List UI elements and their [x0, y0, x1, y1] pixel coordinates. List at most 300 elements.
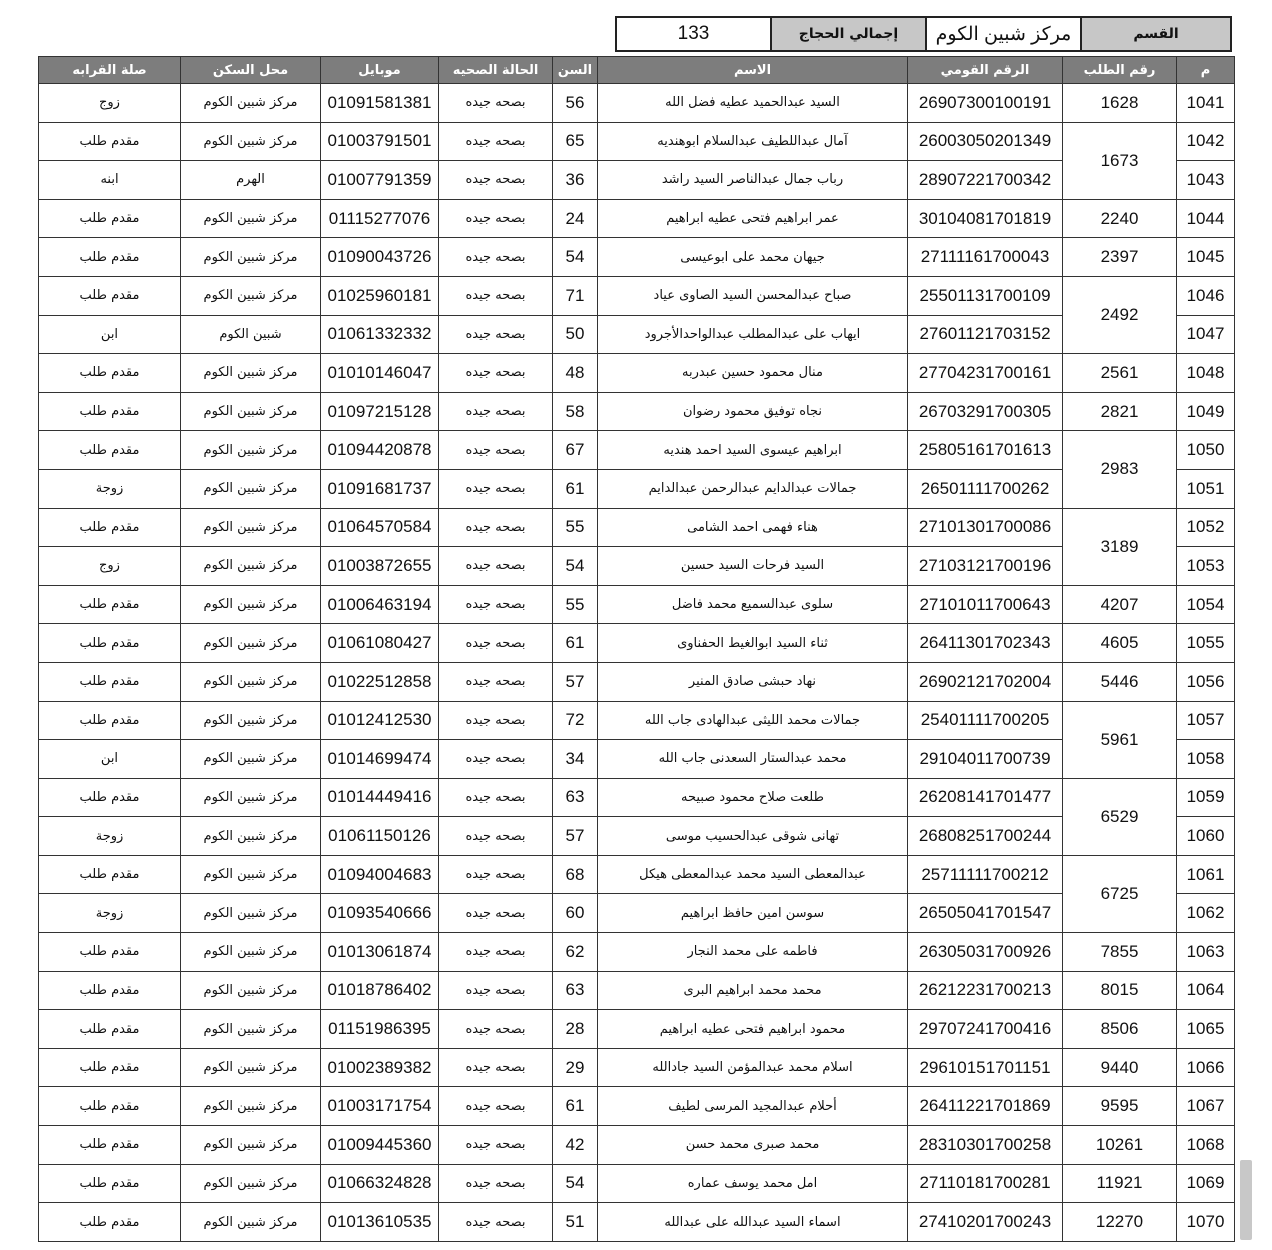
table-row [39, 1126, 1235, 1165]
serial-cell: 1070 [1177, 1203, 1235, 1242]
table-row [39, 238, 1235, 277]
age-cell: 42 [553, 1126, 598, 1165]
health-status-cell: بصحه جيده [439, 933, 553, 972]
serial-cell: 1056 [1177, 662, 1235, 701]
national-id-cell: 26212231700213 [908, 971, 1063, 1010]
relation-cell: ابنه [39, 161, 181, 200]
request-no-cell: 5961 [1063, 701, 1177, 778]
residence-cell: مركز شبين الكوم [181, 392, 321, 431]
table-row [39, 624, 1235, 663]
relation-cell: مقدم طلب [39, 971, 181, 1010]
residence-cell: مركز شبين الكوم [181, 894, 321, 933]
residence-cell: مركز شبين الكوم [181, 971, 321, 1010]
table-row [39, 585, 1235, 624]
relation-cell: مقدم طلب [39, 354, 181, 393]
name-cell: السيد عبدالحميد عطيه فضل الله [598, 84, 908, 123]
table-row [39, 933, 1235, 972]
relation-cell: مقدم طلب [39, 662, 181, 701]
residence-cell: مركز شبين الكوم [181, 199, 321, 238]
national-id-cell: 26411221701869 [908, 1087, 1063, 1126]
health-status-cell: بصحه جيده [439, 508, 553, 547]
relation-cell: مقدم طلب [39, 199, 181, 238]
serial-cell: 1065 [1177, 1010, 1235, 1049]
relation-cell: زوج [39, 84, 181, 123]
request-no-cell: 2821 [1063, 392, 1177, 431]
table-row [39, 431, 1235, 470]
age-cell: 54 [553, 547, 598, 586]
request-no-cell: 12270 [1063, 1203, 1177, 1242]
table-body [39, 84, 1235, 1242]
national-id-cell: 26907300100191 [908, 84, 1063, 123]
request-no-cell: 4207 [1063, 585, 1177, 624]
residence-cell: مركز شبين الكوم [181, 122, 321, 161]
name-cell: جيهان محمد على ابوعيسى [598, 238, 908, 277]
national-id-cell: 27601121703152 [908, 315, 1063, 354]
mobile-cell: 01014449416 [321, 778, 439, 817]
health-status-cell: بصحه جيده [439, 1048, 553, 1087]
residence-cell: مركز شبين الكوم [181, 276, 321, 315]
request-no-cell: 11921 [1063, 1164, 1177, 1203]
health-status-cell: بصحه جيده [439, 199, 553, 238]
name-cell: سلوى عبدالسميع محمد فاضل [598, 585, 908, 624]
health-status-cell: بصحه جيده [439, 1087, 553, 1126]
relation-cell: ابن [39, 740, 181, 779]
name-cell: جمالات محمد الليثى عبدالهادى جاب الله [598, 701, 908, 740]
mobile-cell: 01094420878 [321, 431, 439, 470]
national-id-cell: 25805161701613 [908, 431, 1063, 470]
name-cell: هناء فهمى احمد الشامى [598, 508, 908, 547]
table-row [39, 1010, 1235, 1049]
request-no-cell: 6529 [1063, 778, 1177, 855]
table-row [39, 122, 1235, 161]
relation-cell: مقدم طلب [39, 585, 181, 624]
table-row [39, 1203, 1235, 1242]
age-cell: 65 [553, 122, 598, 161]
mobile-cell: 01007791359 [321, 161, 439, 200]
serial-cell: 1048 [1177, 354, 1235, 393]
name-cell: جمالات عبدالدايم عبدالرحمن عبدالدايم [598, 469, 908, 508]
request-no-cell: 3189 [1063, 508, 1177, 585]
serial-cell: 1046 [1177, 276, 1235, 315]
age-cell: 24 [553, 199, 598, 238]
health-status-cell: بصحه جيده [439, 585, 553, 624]
table-row [39, 354, 1235, 393]
health-status-cell: بصحه جيده [439, 392, 553, 431]
national-id-cell: 26411301702343 [908, 624, 1063, 663]
residence-cell: مركز شبين الكوم [181, 469, 321, 508]
national-id-cell: 26902121702004 [908, 662, 1063, 701]
residence-cell: مركز شبين الكوم [181, 508, 321, 547]
residence-cell: مركز شبين الكوم [181, 547, 321, 586]
national-id-cell: 27410201700243 [908, 1203, 1063, 1242]
mobile-cell: 01003171754 [321, 1087, 439, 1126]
col-header-health: الحالة الصحيه [439, 57, 553, 84]
request-no-cell: 10261 [1063, 1126, 1177, 1165]
residence-cell: مركز شبين الكوم [181, 354, 321, 393]
col-header-national-id: الرقم القومي [908, 57, 1063, 84]
residence-cell: مركز شبين الكوم [181, 585, 321, 624]
residence-cell: مركز شبين الكوم [181, 1164, 321, 1203]
serial-cell: 1043 [1177, 161, 1235, 200]
mobile-cell: 01093540666 [321, 894, 439, 933]
request-no-cell: 1628 [1063, 84, 1177, 123]
request-no-cell: 1673 [1063, 122, 1177, 199]
scrollbar-thumb[interactable] [1240, 1160, 1252, 1240]
relation-cell: مقدم طلب [39, 508, 181, 547]
relation-cell: مقدم طلب [39, 933, 181, 972]
age-cell: 68 [553, 855, 598, 894]
health-status-cell: بصحه جيده [439, 1126, 553, 1165]
mobile-cell: 01006463194 [321, 585, 439, 624]
residence-cell: مركز شبين الكوم [181, 662, 321, 701]
mobile-cell: 01013061874 [321, 933, 439, 972]
health-status-cell: بصحه جيده [439, 894, 553, 933]
residence-cell: مركز شبين الكوم [181, 84, 321, 123]
mobile-cell: 01151986395 [321, 1010, 439, 1049]
age-cell: 61 [553, 469, 598, 508]
serial-cell: 1063 [1177, 933, 1235, 972]
health-status-cell: بصحه جيده [439, 740, 553, 779]
table-row [39, 469, 1235, 508]
table-row [39, 161, 1235, 200]
relation-cell: مقدم طلب [39, 778, 181, 817]
national-id-cell: 26501111700262 [908, 469, 1063, 508]
national-id-cell: 29707241700416 [908, 1010, 1063, 1049]
request-no-cell: 8015 [1063, 971, 1177, 1010]
national-id-cell: 28310301700258 [908, 1126, 1063, 1165]
age-cell: 72 [553, 701, 598, 740]
name-cell: فاطمه على محمد النجار [598, 933, 908, 972]
residence-cell: مركز شبين الكوم [181, 933, 321, 972]
relation-cell: مقدم طلب [39, 431, 181, 470]
mobile-cell: 01014699474 [321, 740, 439, 779]
mobile-cell: 01022512858 [321, 662, 439, 701]
serial-cell: 1041 [1177, 84, 1235, 123]
residence-cell: مركز شبين الكوم [181, 624, 321, 663]
serial-cell: 1047 [1177, 315, 1235, 354]
mobile-cell: 01003791501 [321, 122, 439, 161]
serial-cell: 1060 [1177, 817, 1235, 856]
health-status-cell: بصحه جيده [439, 315, 553, 354]
col-header-residence: محل السكن [181, 57, 321, 84]
request-no-cell: 2983 [1063, 431, 1177, 508]
relation-cell: مقدم طلب [39, 1164, 181, 1203]
serial-cell: 1055 [1177, 624, 1235, 663]
serial-cell: 1054 [1177, 585, 1235, 624]
residence-cell: مركز شبين الكوم [181, 778, 321, 817]
col-header-request-no: رقم الطلب [1063, 57, 1177, 84]
national-id-cell: 27101301700086 [908, 508, 1063, 547]
health-status-cell: بصحه جيده [439, 1010, 553, 1049]
total-pilgrims-value: 133 [616, 17, 771, 51]
age-cell: 36 [553, 161, 598, 200]
table-header [39, 57, 1235, 84]
col-header-name: الاسم [598, 57, 908, 84]
health-status-cell: بصحه جيده [439, 817, 553, 856]
residence-cell: الهرم [181, 161, 321, 200]
name-cell: نجاه توفيق محمود رضوان [598, 392, 908, 431]
table-row [39, 855, 1235, 894]
mobile-cell: 01012412530 [321, 701, 439, 740]
name-cell: امل محمد يوسف عماره [598, 1164, 908, 1203]
col-header-age: السن [553, 57, 598, 84]
health-status-cell: بصحه جيده [439, 431, 553, 470]
name-cell: محمود ابراهيم فتحى عطيه ابراهيم [598, 1010, 908, 1049]
national-id-cell: 30104081701819 [908, 199, 1063, 238]
residence-cell: مركز شبين الكوم [181, 1126, 321, 1165]
relation-cell: مقدم طلب [39, 624, 181, 663]
col-header-relation: صلة القرابه [39, 57, 181, 84]
mobile-cell: 01090043726 [321, 238, 439, 277]
age-cell: 55 [553, 585, 598, 624]
table-row [39, 1087, 1235, 1126]
summary-box [615, 16, 1232, 52]
health-status-cell: بصحه جيده [439, 161, 553, 200]
pilgrims-table [38, 56, 1235, 1242]
age-cell: 61 [553, 1087, 598, 1126]
table-row [39, 701, 1235, 740]
age-cell: 54 [553, 1164, 598, 1203]
name-cell: ثناء السيد ابوالغيط الحفناوى [598, 624, 908, 663]
name-cell: أحلام عبدالمجيد المرسى لطيف [598, 1087, 908, 1126]
name-cell: ابراهيم عيسوى السيد احمد هنديه [598, 431, 908, 470]
health-status-cell: بصحه جيده [439, 624, 553, 663]
age-cell: 61 [553, 624, 598, 663]
section-label: القسم [1081, 17, 1231, 51]
name-cell: نهاد حبشى صادق المنير [598, 662, 908, 701]
table-row [39, 662, 1235, 701]
request-no-cell: 6725 [1063, 855, 1177, 932]
residence-cell: مركز شبين الكوم [181, 701, 321, 740]
mobile-cell: 01064570584 [321, 508, 439, 547]
table-row [39, 547, 1235, 586]
national-id-cell: 25501131700109 [908, 276, 1063, 315]
relation-cell: مقدم طلب [39, 276, 181, 315]
request-no-cell: 4605 [1063, 624, 1177, 663]
table-row [39, 971, 1235, 1010]
age-cell: 71 [553, 276, 598, 315]
health-status-cell: بصحه جيده [439, 547, 553, 586]
national-id-cell: 27101011700643 [908, 585, 1063, 624]
residence-cell: مركز شبين الكوم [181, 817, 321, 856]
serial-cell: 1064 [1177, 971, 1235, 1010]
section-value: مركز شبين الكوم [926, 17, 1081, 51]
request-no-cell: 2492 [1063, 276, 1177, 353]
name-cell: محمد محمد ابراهيم البرى [598, 971, 908, 1010]
serial-cell: 1061 [1177, 855, 1235, 894]
age-cell: 60 [553, 894, 598, 933]
age-cell: 48 [553, 354, 598, 393]
serial-cell: 1051 [1177, 469, 1235, 508]
health-status-cell: بصحه جيده [439, 855, 553, 894]
serial-cell: 1045 [1177, 238, 1235, 277]
name-cell: صباح عبدالمحسن السيد الصاوى عياد [598, 276, 908, 315]
request-no-cell: 2561 [1063, 354, 1177, 393]
mobile-cell: 01025960181 [321, 276, 439, 315]
table-row [39, 315, 1235, 354]
mobile-cell: 01094004683 [321, 855, 439, 894]
mobile-cell: 01013610535 [321, 1203, 439, 1242]
name-cell: رباب جمال عبدالناصر السيد راشد [598, 161, 908, 200]
serial-cell: 1059 [1177, 778, 1235, 817]
age-cell: 55 [553, 508, 598, 547]
relation-cell: زوجة [39, 469, 181, 508]
residence-cell: مركز شبين الكوم [181, 431, 321, 470]
name-cell: اسماء السيد عبدالله على عبدالله [598, 1203, 908, 1242]
health-status-cell: بصحه جيده [439, 662, 553, 701]
national-id-cell: 27103121700196 [908, 547, 1063, 586]
serial-cell: 1052 [1177, 508, 1235, 547]
table-row [39, 778, 1235, 817]
national-id-cell: 29104011700739 [908, 740, 1063, 779]
mobile-cell: 01018786402 [321, 971, 439, 1010]
table-row [39, 740, 1235, 779]
age-cell: 29 [553, 1048, 598, 1087]
mobile-cell: 01010146047 [321, 354, 439, 393]
relation-cell: مقدم طلب [39, 1126, 181, 1165]
request-no-cell: 9595 [1063, 1087, 1177, 1126]
table-row [39, 84, 1235, 123]
relation-cell: مقدم طلب [39, 1087, 181, 1126]
age-cell: 50 [553, 315, 598, 354]
table-row [39, 508, 1235, 547]
age-cell: 54 [553, 238, 598, 277]
residence-cell: مركز شبين الكوم [181, 1087, 321, 1126]
residence-cell: مركز شبين الكوم [181, 238, 321, 277]
national-id-cell: 26305031700926 [908, 933, 1063, 972]
request-no-cell: 2397 [1063, 238, 1177, 277]
serial-cell: 1069 [1177, 1164, 1235, 1203]
name-cell: السيد فرحات السيد حسين [598, 547, 908, 586]
name-cell: محمد عبدالستار السعدنى جاب الله [598, 740, 908, 779]
health-status-cell: بصحه جيده [439, 276, 553, 315]
mobile-cell: 01003872655 [321, 547, 439, 586]
col-header-mobile: موبايل [321, 57, 439, 84]
name-cell: سوسن امين حافظ ابراهيم [598, 894, 908, 933]
name-cell: عبدالمعطى السيد محمد عبدالمعطى هيكل [598, 855, 908, 894]
relation-cell: مقدم طلب [39, 701, 181, 740]
national-id-cell: 29610151701151 [908, 1048, 1063, 1087]
mobile-cell: 01097215128 [321, 392, 439, 431]
age-cell: 34 [553, 740, 598, 779]
age-cell: 58 [553, 392, 598, 431]
request-no-cell: 9440 [1063, 1048, 1177, 1087]
request-no-cell: 2240 [1063, 199, 1177, 238]
health-status-cell: بصحه جيده [439, 778, 553, 817]
health-status-cell: بصحه جيده [439, 469, 553, 508]
relation-cell: مقدم طلب [39, 238, 181, 277]
mobile-cell: 01061150126 [321, 817, 439, 856]
health-status-cell: بصحه جيده [439, 238, 553, 277]
health-status-cell: بصحه جيده [439, 354, 553, 393]
health-status-cell: بصحه جيده [439, 1164, 553, 1203]
residence-cell: مركز شبين الكوم [181, 1203, 321, 1242]
relation-cell: زوجة [39, 817, 181, 856]
national-id-cell: 26003050201349 [908, 122, 1063, 161]
relation-cell: ابن [39, 315, 181, 354]
name-cell: ايهاب على عبدالمطلب عبدالواحدالأجرود [598, 315, 908, 354]
national-id-cell: 26208141701477 [908, 778, 1063, 817]
table-row [39, 392, 1235, 431]
relation-cell: مقدم طلب [39, 855, 181, 894]
col-header-serial: م [1177, 57, 1235, 84]
table-row [39, 1048, 1235, 1087]
relation-cell: زوجة [39, 894, 181, 933]
relation-cell: مقدم طلب [39, 1048, 181, 1087]
serial-cell: 1058 [1177, 740, 1235, 779]
mobile-cell: 01002389382 [321, 1048, 439, 1087]
total-pilgrims-label: إجمالي الحجاج [771, 17, 926, 51]
national-id-cell: 26505041701547 [908, 894, 1063, 933]
health-status-cell: بصحه جيده [439, 971, 553, 1010]
serial-cell: 1062 [1177, 894, 1235, 933]
residence-cell: شبين الكوم [181, 315, 321, 354]
relation-cell: مقدم طلب [39, 122, 181, 161]
serial-cell: 1042 [1177, 122, 1235, 161]
age-cell: 63 [553, 778, 598, 817]
table-row [39, 276, 1235, 315]
mobile-cell: 01091681737 [321, 469, 439, 508]
mobile-cell: 01115277076 [321, 199, 439, 238]
serial-cell: 1066 [1177, 1048, 1235, 1087]
table-row [39, 1164, 1235, 1203]
age-cell: 57 [553, 817, 598, 856]
national-id-cell: 25401111700205 [908, 701, 1063, 740]
age-cell: 56 [553, 84, 598, 123]
name-cell: تهانى شوقى عبدالحسيب موسى [598, 817, 908, 856]
mobile-cell: 01061332332 [321, 315, 439, 354]
relation-cell: مقدم طلب [39, 1010, 181, 1049]
age-cell: 57 [553, 662, 598, 701]
health-status-cell: بصحه جيده [439, 1203, 553, 1242]
serial-cell: 1053 [1177, 547, 1235, 586]
national-id-cell: 27111161700043 [908, 238, 1063, 277]
mobile-cell: 01091581381 [321, 84, 439, 123]
national-id-cell: 26703291700305 [908, 392, 1063, 431]
mobile-cell: 01066324828 [321, 1164, 439, 1203]
serial-cell: 1049 [1177, 392, 1235, 431]
health-status-cell: بصحه جيده [439, 84, 553, 123]
table-row [39, 894, 1235, 933]
name-cell: اسلام محمد عبدالمؤمن السيد جادالله [598, 1048, 908, 1087]
national-id-cell: 26808251700244 [908, 817, 1063, 856]
age-cell: 62 [553, 933, 598, 972]
serial-cell: 1050 [1177, 431, 1235, 470]
request-no-cell: 5446 [1063, 662, 1177, 701]
name-cell: آمال عبداللطيف عبدالسلام ابوهنديه [598, 122, 908, 161]
national-id-cell: 27704231700161 [908, 354, 1063, 393]
relation-cell: مقدم طلب [39, 1203, 181, 1242]
table-row [39, 817, 1235, 856]
residence-cell: مركز شبين الكوم [181, 1010, 321, 1049]
health-status-cell: بصحه جيده [439, 701, 553, 740]
request-no-cell: 7855 [1063, 933, 1177, 972]
name-cell: محمد صبرى محمد حسن [598, 1126, 908, 1165]
health-status-cell: بصحه جيده [439, 122, 553, 161]
serial-cell: 1057 [1177, 701, 1235, 740]
mobile-cell: 01061080427 [321, 624, 439, 663]
mobile-cell: 01009445360 [321, 1126, 439, 1165]
serial-cell: 1067 [1177, 1087, 1235, 1126]
residence-cell: مركز شبين الكوم [181, 855, 321, 894]
age-cell: 51 [553, 1203, 598, 1242]
request-no-cell: 8506 [1063, 1010, 1177, 1049]
table-row [39, 199, 1235, 238]
national-id-cell: 25711111700212 [908, 855, 1063, 894]
residence-cell: مركز شبين الكوم [181, 1048, 321, 1087]
name-cell: طلعت صلاح محمود صبيحه [598, 778, 908, 817]
age-cell: 63 [553, 971, 598, 1010]
